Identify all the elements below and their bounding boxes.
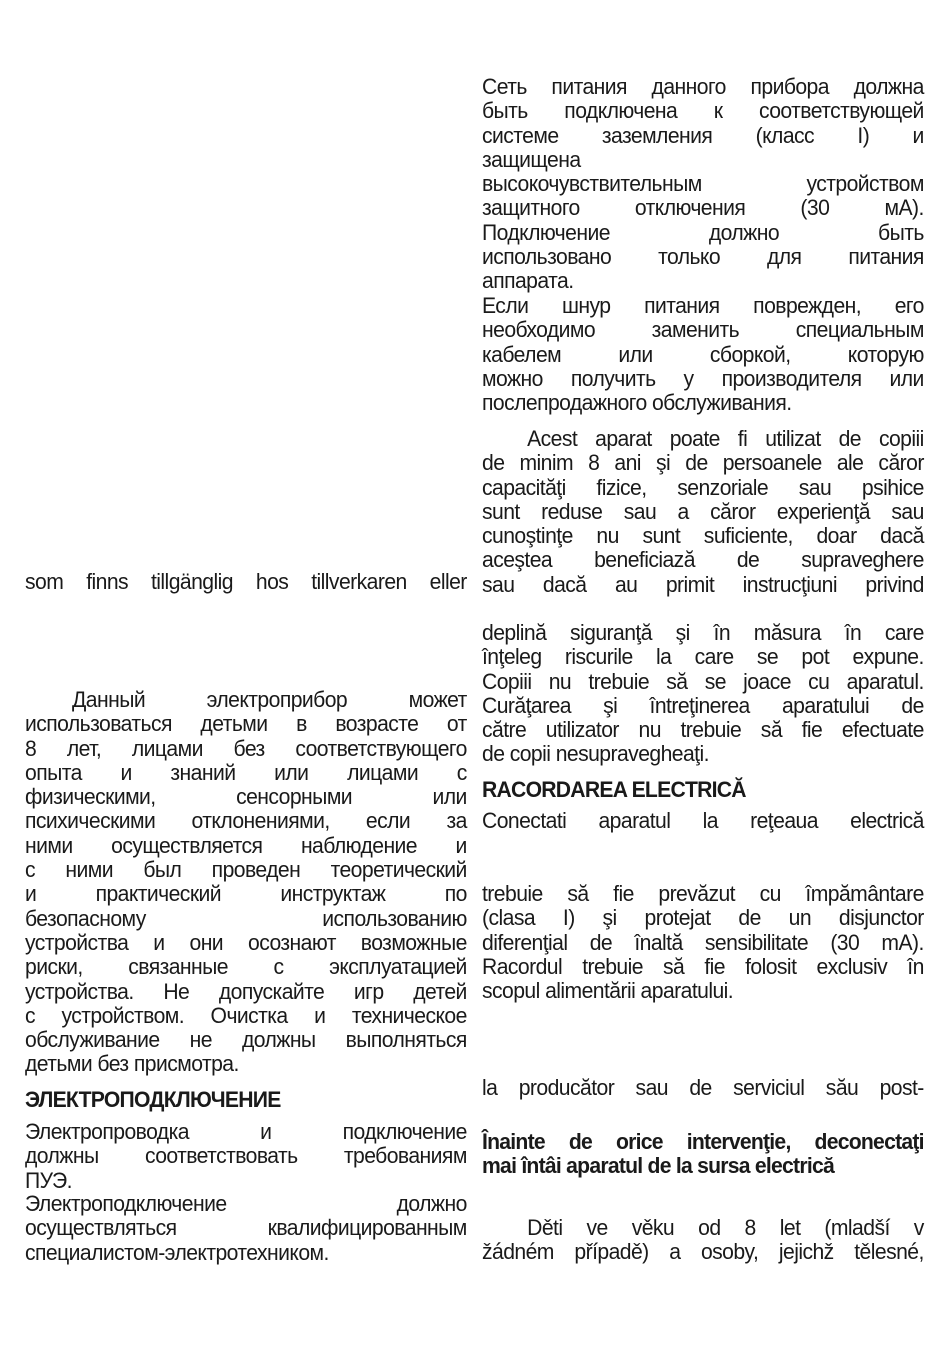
ro-ground-paragraph: [482, 882, 924, 1003]
text-line: специалистом-электротехником.: [25, 1239, 329, 1265]
text-line: [25, 688, 467, 712]
ro-children-paragraph: [482, 427, 924, 597]
text-line: устройства. Не допускайте игр детей: [25, 978, 467, 1004]
ro-children-continued: [482, 621, 924, 767]
text-line: осуществляться квалифицированным: [25, 1215, 467, 1241]
text-line: mai întâi aparatul de la sursa electrică: [482, 1153, 834, 1179]
text-line: необходимо заменить специальным: [482, 317, 924, 343]
text-line: послепродажного обслуживания.: [482, 390, 792, 416]
text-line: sunt reduse sau a căror experienţă sau: [482, 498, 924, 524]
text-line: с ними был проведен теоретический: [25, 857, 467, 883]
text-line: Curăţarea şi întreţinerea aparatului de: [482, 692, 924, 718]
text-line: должны соответствовать требованиям: [25, 1143, 467, 1169]
text-line: 8 лет, лицами без соответствующего: [25, 735, 467, 761]
text-line: риски, связанные с эксплуатацией: [25, 954, 467, 980]
text-line: Подключение должно быть: [482, 219, 924, 245]
text-line: cunoştinţe nu sunt suficiente, doar dacă: [482, 523, 924, 549]
ru-cord-paragraph: [482, 294, 924, 415]
text-line: физическими, сенсорными или: [25, 784, 467, 810]
text-line: de minim 8 ani şi de persoanele ale căror: [482, 450, 924, 476]
cz-children-paragraph: [482, 1216, 924, 1265]
text-line: žádném případě) a osoby, jejichž tělesné,: [482, 1239, 924, 1265]
text-line: către utilizator nu trebuie să fie efectuate: [482, 717, 924, 743]
text-line: и практический инструктаж по: [25, 881, 467, 907]
text-fragment: Acest aparat poate fi utilizat de copiii: [527, 426, 924, 451]
text-line: обслуживание не должны выполняться: [25, 1027, 467, 1053]
text-line: кабелем или сборкой, которую: [482, 341, 924, 367]
text-line: capacităţi fizice, senzoriale sau psihice: [482, 474, 924, 500]
text-line: с устройством. Очистка и техническое: [25, 1002, 467, 1028]
text-line: можно получить у производителя или: [482, 365, 924, 391]
ru-power-paragraph: [482, 75, 924, 294]
text-line: опыта и знаний или лицами с: [25, 759, 467, 785]
text-line: безопасному использованию: [25, 905, 467, 931]
ro-producer-line: [482, 1076, 924, 1100]
text-line: Conectati aparatul la reţeaua electrică: [482, 808, 924, 833]
ro-section-heading: RACORDAREA ELECTRICĂ: [482, 777, 746, 802]
text-line: Racordul trebuie să fie folosit exclusiv în: [482, 953, 924, 979]
text-line: ПУЭ.: [25, 1167, 72, 1193]
text-line: (clasa I) şi protejat de un disjunctor: [482, 905, 924, 931]
text-line: Электропроводка и подключение: [25, 1119, 467, 1144]
text-line: Înainte de orice intervenţie, deconectaţi: [482, 1129, 924, 1154]
text-line: защищена: [482, 146, 581, 172]
text-line: высокочувствительным устройством: [482, 171, 924, 197]
sv-fragment: [25, 570, 467, 594]
text-line: trebuie să fie prevăzut cu împământare: [482, 881, 924, 906]
ru-section-heading: ЭЛЕКТРОПОДКЛЮЧЕНИЕ: [25, 1087, 281, 1112]
ru-specialist-paragraph: [25, 1192, 467, 1265]
text-line: înţeleg riscurile la care se pot expune.: [482, 644, 924, 670]
text-line: использоваться детьми в возрасте от: [25, 711, 467, 737]
text-line: быть подключена к соответствующей: [482, 98, 924, 124]
text-line: de copii nesupravegheaţi.: [482, 741, 709, 767]
text-line: использовано только для питания: [482, 244, 924, 270]
text-line: ними осуществляется наблюдение и: [25, 832, 467, 858]
text-fragment: Děti ve věku od 8 let (mladší v: [527, 1215, 924, 1240]
text-line: deplină siguranţă şi în măsura în care: [482, 620, 924, 645]
text-line: aceştea beneficiază de supraveghere: [482, 547, 924, 573]
text-line: устройства и они осознают возможные: [25, 929, 467, 955]
ro-warning: [482, 1130, 924, 1179]
text-line: системе заземления (класс I) и: [482, 122, 924, 148]
text-line: [482, 1216, 924, 1240]
text-line: Если шнур питания поврежден, его: [482, 293, 924, 318]
ru-children-paragraph: [25, 688, 467, 1077]
ru-wiring-paragraph: [25, 1120, 467, 1193]
text-line: детьми без присмотра.: [25, 1051, 239, 1077]
text-line: психическими отклонениями, если за: [25, 808, 467, 834]
text-line: защитного отключения (30 мА).: [482, 195, 924, 221]
ro-connect-line: [482, 809, 924, 833]
text-line: la producător sau de serviciul său post-: [482, 1075, 924, 1100]
text-line: diferenţial de înaltă sensibilitate (30 mA).: [482, 929, 924, 955]
text-line: Сеть питания данного прибора должна: [482, 74, 924, 99]
text-line: Электроподключение должно: [25, 1191, 467, 1216]
text-line: аппарата.: [482, 268, 574, 294]
text-line: Copiii nu trebuie să se joace cu aparatul.: [482, 668, 924, 694]
text-line: som finns tillgänglig hos tillverkaren eller: [25, 569, 467, 594]
text-line: scopul alimentării aparatului.: [482, 978, 734, 1004]
text-fragment: Данный электроприбор может: [72, 687, 467, 712]
text-line: sau dacă au primit instrucţiuni privind: [482, 571, 924, 597]
text-line: [482, 427, 924, 451]
